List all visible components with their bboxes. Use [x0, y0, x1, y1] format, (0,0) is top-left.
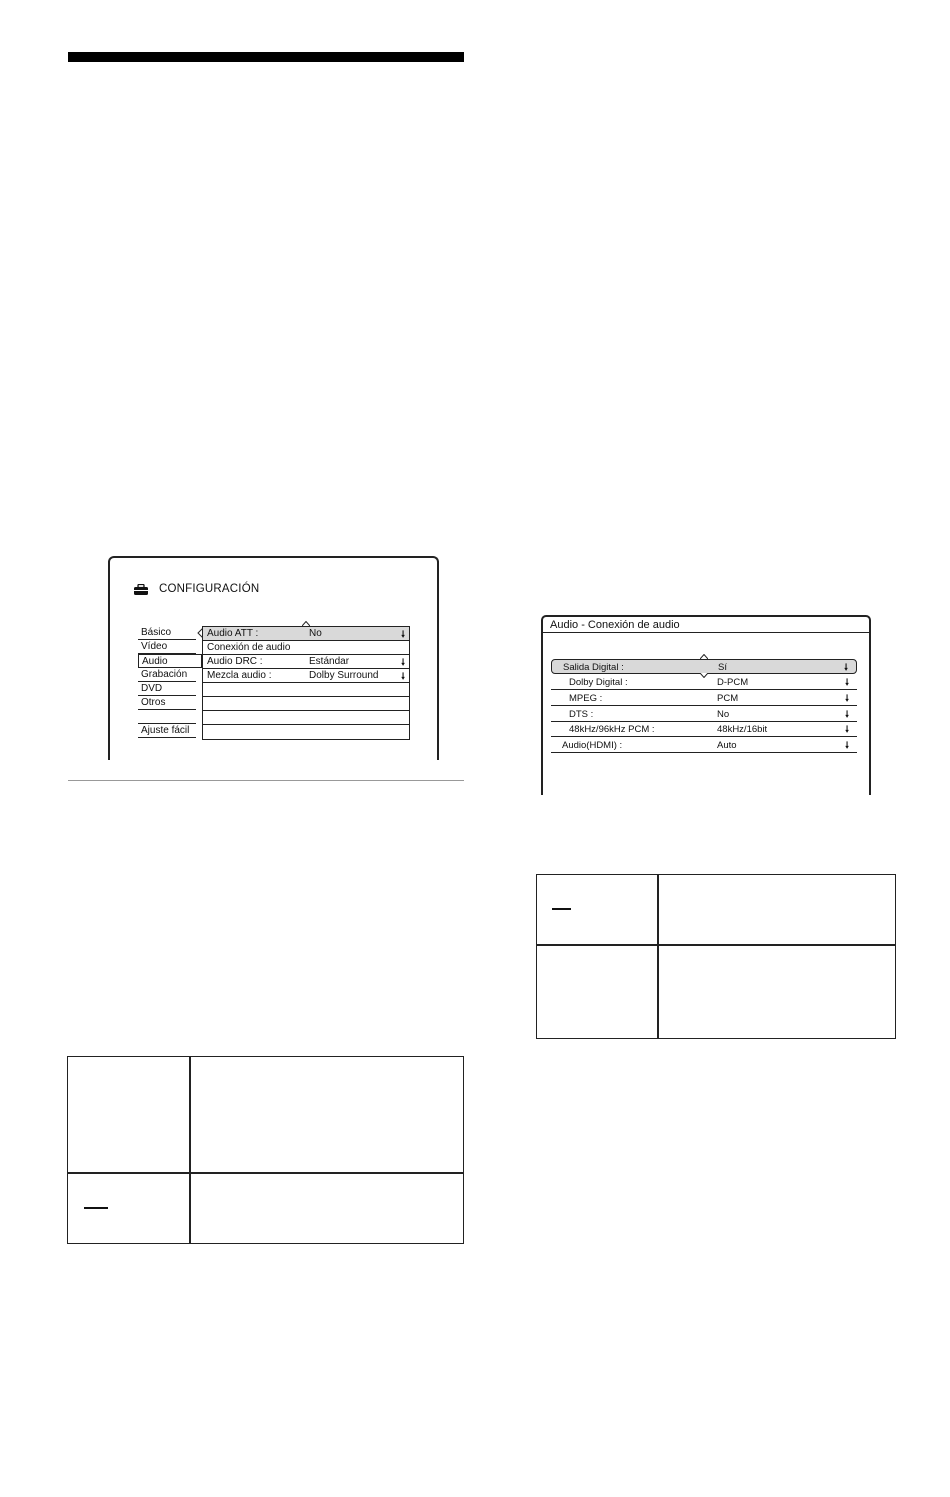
table-column-divider: [189, 1057, 191, 1243]
default-marker-underline: [84, 1207, 108, 1209]
option-label: Audio ATT :: [207, 628, 259, 639]
option-label: Salida Digital :: [563, 662, 624, 673]
section-divider: [68, 780, 464, 781]
option-label: DTS :: [569, 709, 594, 720]
scroll-up-caret-icon: [302, 621, 310, 626]
option-mpeg[interactable]: [551, 691, 857, 706]
option-dts[interactable]: [551, 707, 857, 722]
nav-item-audio[interactable]: Audio: [138, 654, 202, 668]
down-arrow-icon: 🠗: [845, 709, 849, 719]
down-arrow-icon: 🠗: [845, 677, 849, 687]
option-label: Dolby Digital :: [569, 677, 628, 688]
audio-options-list: [202, 626, 410, 740]
option-value: D-PCM: [717, 677, 749, 688]
option-label: Conexión de audio: [207, 642, 291, 653]
option-value: PCM: [717, 693, 739, 704]
nav-item-blank: [138, 710, 196, 724]
option-value: No: [717, 709, 730, 720]
down-arrow-icon: 🠗: [845, 740, 849, 750]
down-arrow-icon: 🠗: [845, 724, 849, 734]
scroll-up-caret-icon: [700, 654, 708, 659]
option-label: Audio(HDMI) :: [562, 740, 623, 751]
setup-screen-title: CONFIGURACIÓN: [159, 583, 260, 595]
down-arrow-icon: 🠗: [401, 671, 405, 681]
option-salida-digital[interactable]: [551, 659, 857, 674]
nav-item-dvd[interactable]: DVD: [138, 682, 196, 696]
settings-description-table-1: [67, 1056, 464, 1244]
down-arrow-icon: 🠗: [845, 693, 849, 703]
option-empty-row: [203, 697, 409, 711]
setup-screen-title: Audio - Conexión de audio: [543, 617, 869, 633]
scroll-down-caret-icon: [700, 673, 708, 678]
down-arrow-icon: 🠗: [401, 657, 405, 667]
toolbox-icon: [133, 584, 149, 596]
table-row-divider: [537, 944, 895, 946]
nav-item-ajuste-facil[interactable]: Ajuste fácil: [138, 724, 196, 738]
option-empty-row: [203, 683, 409, 697]
table-row-divider: [68, 1172, 463, 1174]
option-label: Audio DRC :: [207, 656, 263, 667]
option-value: Dolby Surround: [309, 670, 379, 681]
option-value: Estándar: [309, 656, 350, 667]
table-column-divider: [657, 875, 659, 1038]
down-arrow-icon: 🠗: [844, 662, 848, 672]
option-audio-hdmi[interactable]: [551, 738, 857, 753]
default-marker-underline: [552, 908, 571, 910]
option-label: MPEG :: [569, 693, 603, 704]
nav-item-basico[interactable]: Básico: [138, 626, 196, 640]
option-value: 48kHz/16bit: [717, 724, 768, 735]
option-audio-drc[interactable]: [203, 655, 409, 669]
section-heading-bar: [68, 52, 464, 62]
down-arrow-icon: 🠗: [401, 629, 405, 639]
option-value: Sí: [718, 662, 727, 673]
option-label: Mezcla audio :: [207, 670, 272, 681]
nav-item-otros[interactable]: Otros: [138, 696, 196, 710]
option-empty-row: [203, 725, 409, 739]
settings-description-table-2: [536, 874, 896, 1039]
option-mezcla-audio[interactable]: [203, 669, 409, 683]
option-label: 48kHz/96kHz PCM :: [569, 724, 655, 735]
nav-item-grabacion[interactable]: Grabación: [138, 668, 196, 682]
option-48khz-96khz-pcm[interactable]: [551, 722, 857, 737]
option-value: No: [309, 628, 322, 639]
nav-item-video[interactable]: Vídeo: [138, 640, 196, 654]
option-conexion-de-audio[interactable]: [203, 641, 409, 655]
option-empty-row: [203, 711, 409, 725]
option-audio-att[interactable]: [203, 627, 409, 641]
option-value: Auto: [717, 740, 737, 751]
